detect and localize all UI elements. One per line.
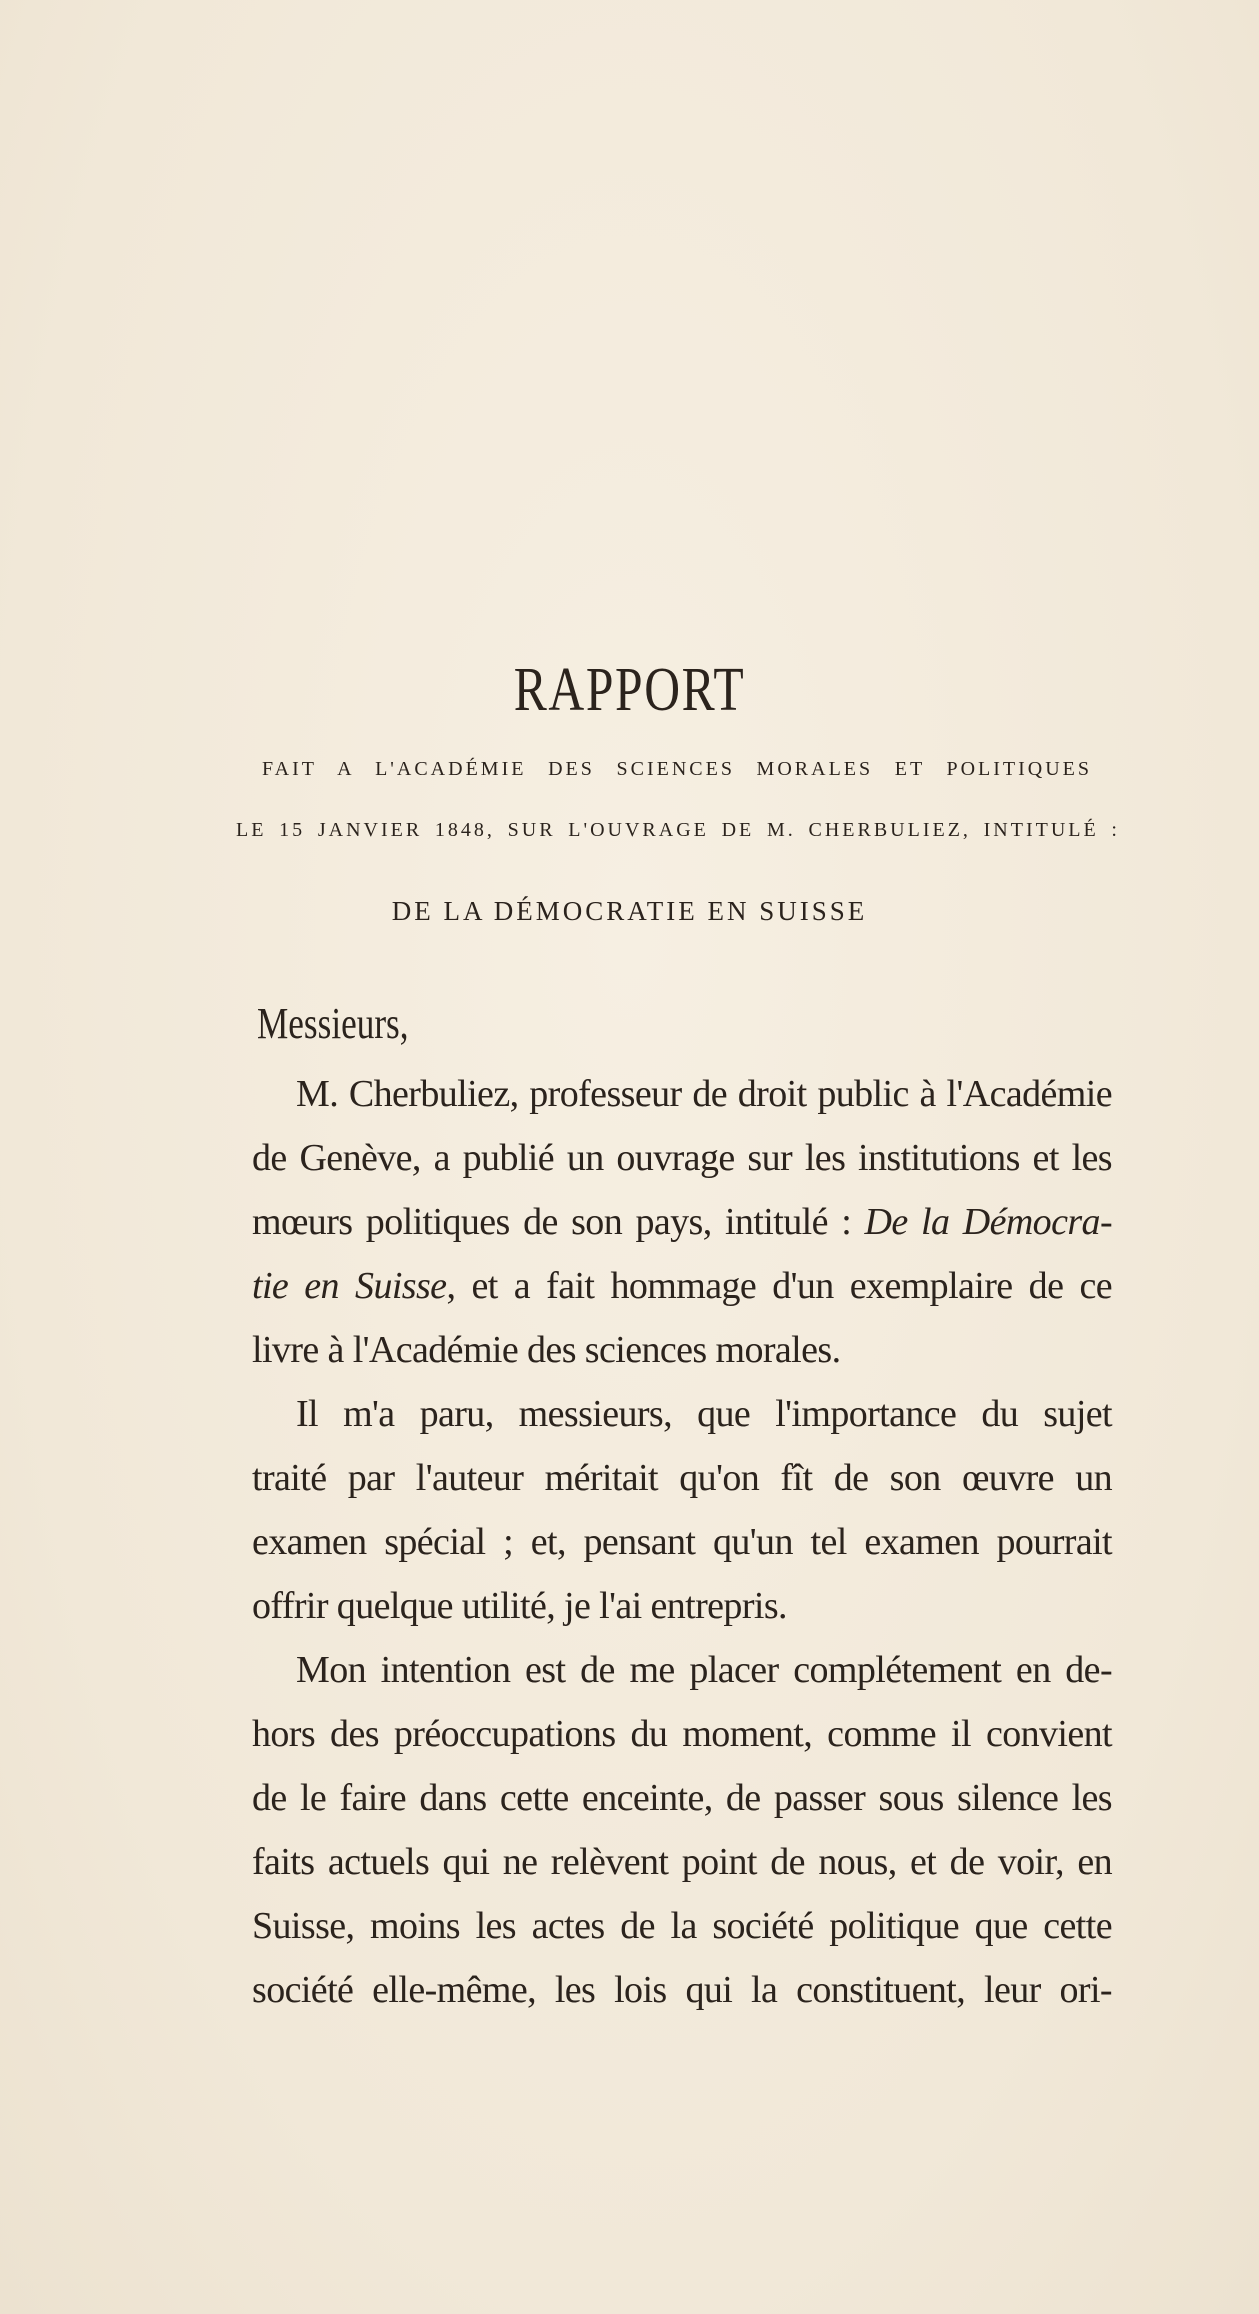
text-line: [252, 1062, 1112, 1126]
line-text: Suisse, moins les actes de la société politique que cette: [252, 1905, 1112, 1947]
italic-title: De la Démocra-: [864, 1201, 1112, 1243]
body-text: [252, 1062, 1112, 2022]
text-line: [252, 1830, 1112, 1894]
line-text: examen spécial ; et, pensant qu'un tel examen pourrait: [252, 1521, 1112, 1563]
line-text: , et a fait hommage d'un exemplaire de ce: [446, 1265, 1112, 1307]
text-line: [252, 1510, 1112, 1574]
work-title: DE LA DÉMOCRATIE EN SUISSE: [391, 896, 868, 926]
line-text: M. Cherbuliez, professeur de droit public à l'Académie: [296, 1073, 1112, 1115]
salutation: Messieurs,: [257, 999, 409, 1048]
subtitle-line-2: LE 15 JANVIER 1848, SUR L'OUVRAGE DE M. CHERBULIEZ, INTITULÉ :: [236, 819, 1120, 841]
line-text: offrir quelque utilité, je l'ai entrepris.: [252, 1585, 787, 1627]
italic-title: tie en Suisse: [252, 1265, 447, 1307]
line-text: Il m'a paru, messieurs, que l'importance du sujet: [296, 1393, 1112, 1435]
report-title: RAPPORT: [513, 656, 746, 724]
text-line: [252, 1190, 1112, 1254]
text-line: [252, 1702, 1112, 1766]
line-text: faits actuels qui ne relèvent point de nous, et de voir, en: [252, 1841, 1112, 1883]
line-text: de Genève, a publié un ouvrage sur les institutions et les: [252, 1137, 1112, 1179]
text-line: [252, 1574, 1112, 1638]
line-text: traité par l'auteur méritait qu'on fît de son œuvre un: [252, 1457, 1112, 1499]
subtitle-line-1: FAIT A L'ACADÉMIE DES SCIENCES MORALES ET POLITIQUES: [262, 758, 1092, 780]
line-text: livre à l'Académie des sciences morales.: [252, 1329, 841, 1371]
line-text: hors des préoccupations du moment, comme il convient: [252, 1713, 1112, 1755]
text-line: [252, 1638, 1112, 1702]
text-line: [252, 1382, 1112, 1446]
text-line: [252, 1446, 1112, 1510]
text-line: [252, 1894, 1112, 1958]
line-text: Mon intention est de me placer complétement en de-: [296, 1649, 1112, 1691]
text-line: [252, 1254, 1112, 1318]
text-line: [252, 1318, 1112, 1382]
text-line: [252, 1126, 1112, 1190]
line-text: mœurs politiques de son pays, intitulé :: [252, 1201, 865, 1243]
text-line: [252, 1958, 1112, 2022]
line-text: de le faire dans cette enceinte, de passer sous silence les: [252, 1777, 1112, 1819]
text-line: [252, 1766, 1112, 1830]
line-text: société elle-même, les lois qui la constituent, leur ori-: [252, 1969, 1112, 2011]
